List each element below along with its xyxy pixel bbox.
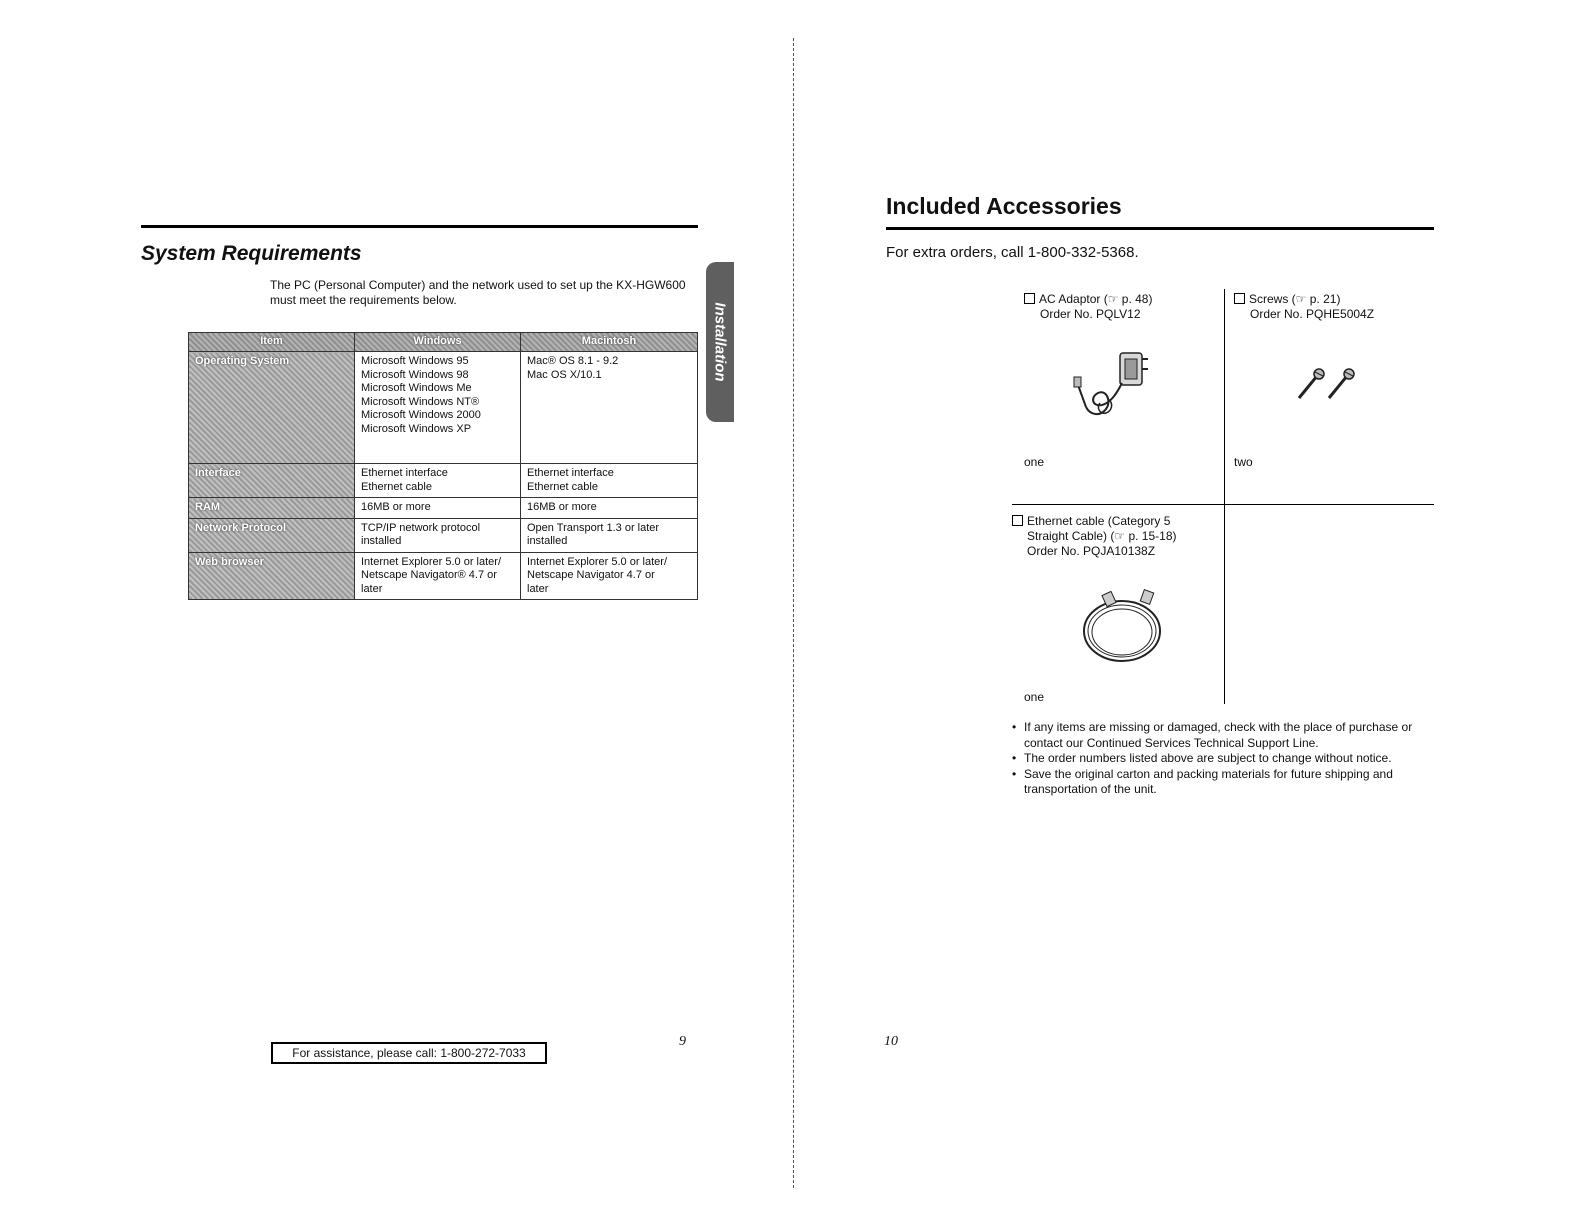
macintosh-cell: Mac® OS 8.1 - 9.2 Mac OS X/10.1 (521, 352, 698, 464)
macintosh-cell: 16MB or more (521, 498, 698, 519)
windows-cell: Microsoft Windows 95 Microsoft Windows 98 Microsoft Windows Me Microsoft Windows NT® Microsoft Windows 2000 Microsoft Windows XP (355, 352, 521, 464)
row-label: Network Protocol (189, 518, 355, 552)
accessory-cable-text: Ethernet cable (Category 5 Straight Cable) (☞ p. 15-18) Order No. PQJA10138Z (1012, 514, 1177, 559)
accessory-screws-text: Screws (☞ p. 21) Order No. PQHE5004Z (1234, 292, 1374, 322)
row-label: Interface (189, 464, 355, 498)
page-title: Included Accessories (886, 193, 1122, 219)
assistance-box: For assistance, please call: 1-800-272-7033 (271, 1042, 547, 1064)
header-macintosh: Macintosh (521, 333, 698, 352)
macintosh-cell: Internet Explorer 5.0 or later/ Netscape Navigator 4.7 or later (521, 552, 698, 600)
accessory-adaptor-text: AC Adaptor (☞ p. 48) Order No. PQLV12 (1024, 292, 1152, 322)
screws-icon (1295, 366, 1361, 402)
checkbox-icon (1024, 293, 1035, 304)
header-windows: Windows (355, 333, 521, 352)
quantity-label: two (1234, 455, 1253, 469)
row-label: Operating System (189, 352, 355, 464)
title-rule (141, 225, 698, 228)
section-tab-label: Installation (711, 302, 729, 382)
page-number: 10 (884, 1034, 898, 1049)
requirements-table (188, 332, 698, 600)
header-item: Item (189, 333, 355, 352)
checkbox-icon (1234, 293, 1245, 304)
windows-cell: Internet Explorer 5.0 or later/ Netscape Navigator® 4.7 or later (355, 552, 521, 600)
macintosh-cell: Open Transport 1.3 or later installed (521, 518, 698, 552)
macintosh-cell: Ethernet interface Ethernet cable (521, 464, 698, 498)
quantity-label: one (1024, 455, 1045, 469)
intro-paragraph: The PC (Personal Computer) and the network used to set up the KX-HGW600 must meet the requirements below. (270, 278, 686, 307)
extra-orders-text: For extra orders, call 1-800-332-5368. (886, 244, 1139, 261)
list-item: • If any items are missing or damaged, check with the place of purchase or contact our Continued Services Technical Support Line. (1012, 720, 1442, 751)
table-row (189, 352, 698, 464)
table-row (189, 552, 698, 600)
ethernet-cable-icon (1080, 585, 1166, 665)
windows-cell: 16MB or more (355, 498, 521, 519)
table-row (189, 518, 698, 552)
list-item: • The order numbers listed above are subject to change without notice. (1012, 751, 1442, 767)
table-row (189, 464, 698, 498)
list-item: • Save the original carton and packing materials for future shipping and transportation of the unit. (1012, 767, 1442, 798)
page-title: System Requirements (141, 242, 362, 265)
table-header-row (189, 333, 698, 352)
windows-cell: Ethernet interface Ethernet cable (355, 464, 521, 498)
quantity-label: one (1024, 690, 1045, 704)
page-number: 9 (679, 1034, 686, 1049)
notes-list (1012, 720, 1442, 798)
section-tab (706, 262, 734, 422)
row-label: RAM (189, 498, 355, 519)
row-label: Web browser (189, 552, 355, 600)
title-rule (886, 227, 1434, 230)
grid-divider-vertical (1224, 289, 1225, 704)
page-fold-divider (793, 38, 794, 1188)
checkbox-icon (1012, 515, 1023, 526)
table-row (189, 498, 698, 519)
windows-cell: TCP/IP network protocol installed (355, 518, 521, 552)
ac-adaptor-icon (1070, 345, 1150, 425)
grid-divider-horizontal (1012, 504, 1434, 505)
